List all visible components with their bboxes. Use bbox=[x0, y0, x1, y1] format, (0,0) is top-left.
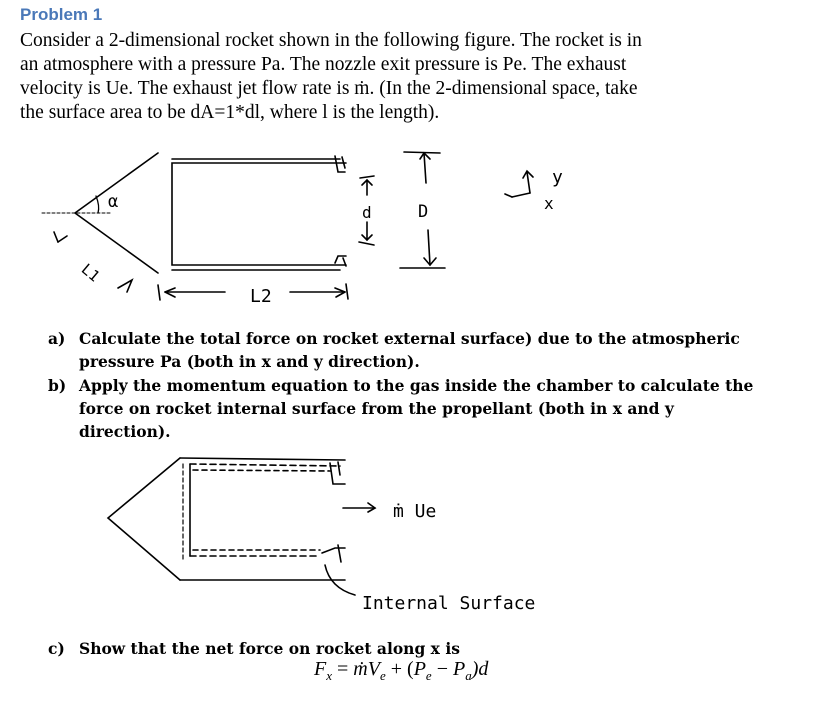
big-d-label: D bbox=[418, 202, 429, 222]
problem-title: Problem 1 bbox=[20, 5, 103, 24]
angle-arc bbox=[96, 196, 99, 213]
question-line: Apply the momentum equation to the gas inside the chamber to calculate the bbox=[79, 376, 754, 395]
length-label-l1: L1 bbox=[77, 260, 104, 286]
question-line: Show that the net force on rocket along x is bbox=[79, 639, 460, 658]
question-c bbox=[48, 637, 808, 660]
small-d-label: d bbox=[362, 203, 372, 222]
question-line: force on rocket internal surface from the propellant (both in x and y bbox=[79, 399, 674, 418]
question-b bbox=[48, 374, 808, 443]
question-a-label: a) bbox=[48, 329, 66, 348]
axis-x-label: x bbox=[544, 194, 554, 213]
intro-line: an atmosphere with a pressure Pa. The nozzle exit pressure is Pe. The exhaust bbox=[20, 54, 627, 75]
question-b-label: b) bbox=[48, 376, 67, 395]
question-c-label: c) bbox=[48, 639, 65, 658]
internal-surface-label: Internal Surface bbox=[362, 593, 536, 614]
rocket-inner-chamber bbox=[172, 163, 346, 265]
question-line: pressure Pa (both in x and y direction). bbox=[79, 352, 420, 371]
intro-line: Consider a 2-dimensional rocket shown in the following figure. The rocket is in bbox=[20, 30, 642, 51]
flow-label: ṁ Ue bbox=[393, 501, 437, 522]
axis-y-label: y bbox=[552, 167, 563, 188]
intro-line: velocity is Ue. The exhaust jet flow rate is ṁ. (In the 2-dimensional space, take bbox=[20, 78, 638, 99]
question-line: direction). bbox=[79, 422, 171, 441]
net-force-formula: $F_x$ = ṁV$_e$ + $(P_e - P_a)d$ bbox=[314, 658, 489, 683]
length-label-l2: L2 bbox=[250, 286, 272, 307]
question-a bbox=[48, 327, 808, 373]
question-line: Calculate the total force on rocket external surface) due to the atmospheric bbox=[79, 329, 740, 348]
angle-label: α bbox=[108, 192, 119, 212]
intro-line: the surface area to be dA=1*dl, where l is the length). bbox=[20, 102, 440, 123]
figure2-outer-nose bbox=[108, 458, 180, 580]
